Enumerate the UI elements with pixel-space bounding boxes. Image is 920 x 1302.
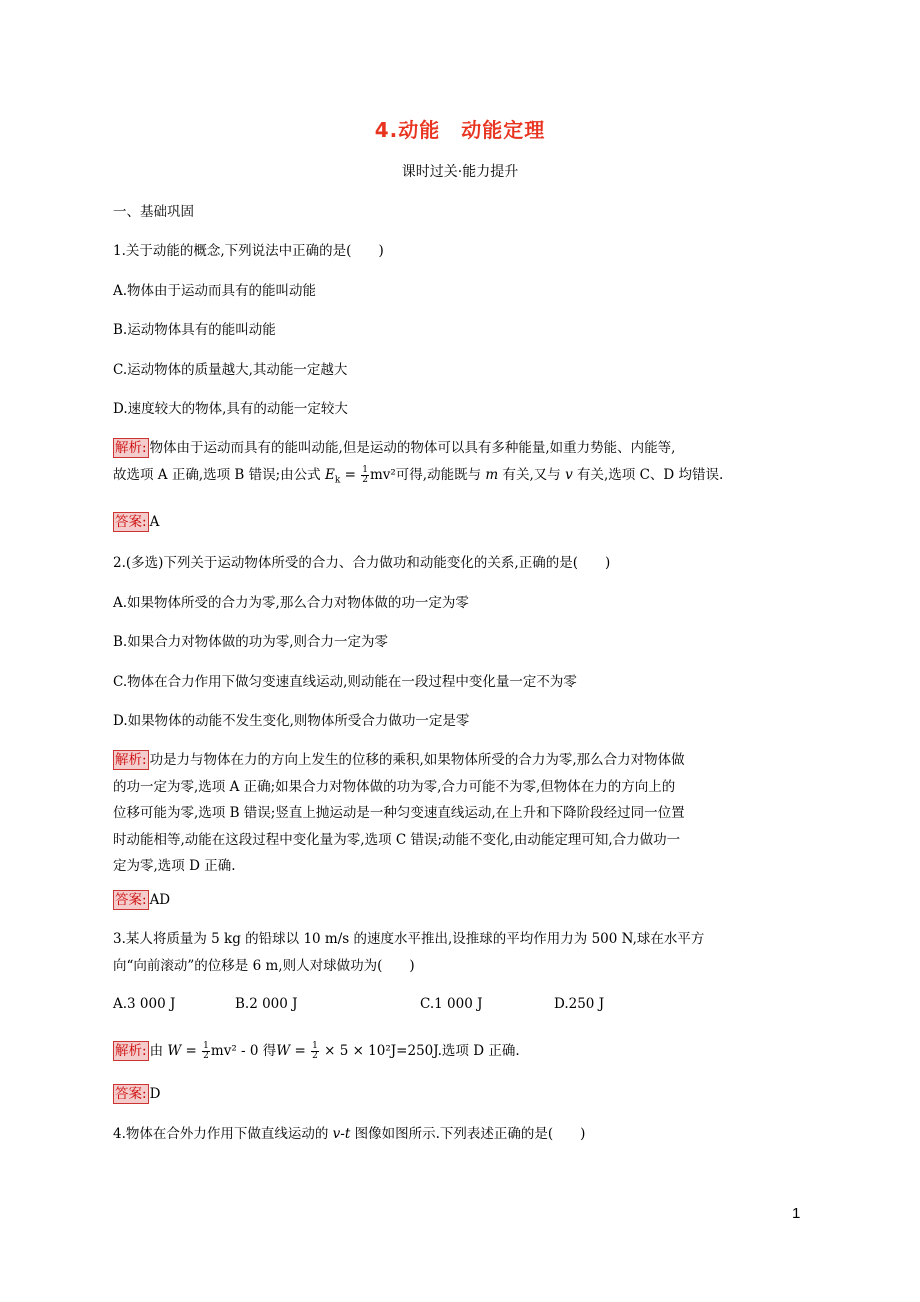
frac-den: 2 xyxy=(362,474,368,485)
frac-den: 2 xyxy=(203,1051,209,1061)
var-vt: v-t xyxy=(332,1126,351,1142)
q2-answer xyxy=(113,890,170,910)
q3-stem-line-2: 向“向前滚动”的位移是 6 m,则人对球做功为( ) xyxy=(113,957,415,974)
q2-analysis xyxy=(113,747,813,880)
q3-stem xyxy=(113,926,813,979)
fraction-half xyxy=(361,466,369,485)
q3-analysis-c: × 5 × 10²J=250J.选项 D 正确. xyxy=(319,1043,520,1059)
q2-option-a: A.如果物体所受的合力为零,那么合力对物体做的功一定为零 xyxy=(113,595,469,611)
frac-num: 1 xyxy=(203,1041,209,1051)
q3-option-d: D.250 J xyxy=(554,996,605,1012)
frac-num: 1 xyxy=(362,464,368,475)
answer-label: 答案: xyxy=(115,514,147,530)
q1-stem: 1.关于动能的概念,下列说法中正确的是( ) xyxy=(113,243,384,259)
page-title: 4.动能 动能定理 xyxy=(374,118,546,142)
q2-stem: 2.(多选)下列关于运动物体所受的合力、合力做功和动能变化的关系,正确的是( ) xyxy=(113,555,611,571)
q1-answer-value: A xyxy=(149,514,160,530)
equals-sign: = xyxy=(290,1043,311,1059)
q4-stem-a: 4.物体在合外力作用下做直线运动的 xyxy=(113,1126,333,1142)
q3-stem-line-1: 3.某人将质量为 5 kg 的铅球以 10 m/s 的速度水平推出,设推球的平均作用力为 500 N,球在水平方 xyxy=(113,931,705,947)
q1-option-c: C.运动物体的质量越大,其动能一定越大 xyxy=(113,362,348,378)
q1-analysis-text-2a: 故选项 A 正确,选项 B 错误;由公式 xyxy=(113,466,325,483)
frac-num: 1 xyxy=(312,1041,318,1051)
q2-option-b: B.如果合力对物体做的功为零,则合力一定为零 xyxy=(113,634,389,650)
equals-sign: = xyxy=(181,1043,202,1059)
q2-option-d: D.如果物体的动能不发生变化,则物体所受合力做功一定是零 xyxy=(113,713,470,729)
frac-den: 2 xyxy=(312,1051,318,1061)
mv-squared: mv² xyxy=(369,466,396,483)
analysis-label: 解析: xyxy=(115,440,147,456)
analysis-label: 解析: xyxy=(115,752,147,768)
q3-option-c: C.1 000 J xyxy=(420,996,483,1012)
q2-analysis-text-4: 时动能相等,动能在这段过程中变化量为零,选项 C 错误;动能不变化,由动能定理可知,合力做功一 xyxy=(113,831,681,848)
q3-analysis xyxy=(113,1038,520,1064)
q1-analysis xyxy=(113,435,813,494)
q1-option-d: D.速度较大的物体,具有的动能一定较大 xyxy=(113,401,348,417)
q4-stem-b: 图像如图所示.下列表述正确的是( ) xyxy=(350,1126,586,1142)
q3-answer-value: D xyxy=(149,1086,161,1102)
answer-label: 答案: xyxy=(115,892,147,908)
section-heading: 一、基础巩固 xyxy=(113,204,194,220)
q1-analysis-text-2b: 可得,动能既与 xyxy=(395,466,486,483)
analysis-label: 解析: xyxy=(115,1043,147,1059)
equals-sign: = xyxy=(340,466,361,483)
page-number: 1 xyxy=(792,1205,801,1222)
q3-option-b: B.2 000 J xyxy=(235,996,298,1012)
q3-analysis-b: - 0 得 xyxy=(236,1043,277,1059)
q4-stem xyxy=(113,1124,585,1144)
q2-analysis-text-1: 功是力与物体在力的方向上发生的位移的乘积,如果物体所受的合力为零,那么合力对物体做 xyxy=(149,752,685,768)
var-v: v xyxy=(565,466,573,483)
fraction-half xyxy=(202,1042,210,1061)
q3-analysis-a: 由 xyxy=(149,1043,168,1059)
page-subtitle: 课时过关·能力提升 xyxy=(401,164,519,180)
fraction-half xyxy=(311,1042,319,1061)
var-m: m xyxy=(485,466,499,483)
q2-answer-value: AD xyxy=(149,892,171,908)
q3-option-a: A.3 000 J xyxy=(113,996,176,1012)
q2-analysis-text-5: 定为零,选项 D 正确. xyxy=(113,858,236,874)
q1-analysis-text-2d: 有关,选项 C、D 均错误. xyxy=(572,466,724,483)
mv-squared: mv² xyxy=(210,1043,237,1059)
sub-k: k xyxy=(334,475,341,486)
q1-answer xyxy=(113,512,159,532)
var-e: E xyxy=(324,466,335,483)
var-w: W xyxy=(167,1043,182,1059)
var-w: W xyxy=(276,1043,291,1059)
q2-analysis-text-3: 位移可能为零,选项 B 错误;竖直上抛运动是一种匀变速直线运动,在上升和下降阶段经过同一位置 xyxy=(113,805,685,821)
q1-analysis-text-2c: 有关,又与 xyxy=(498,466,566,483)
q1-option-a: A.物体由于运动而具有的能叫动能 xyxy=(113,283,317,299)
q1-analysis-text-1: 物体由于运动而具有的能叫动能,但是运动的物体可以具有多种能量,如重力势能、内能等, xyxy=(149,440,676,456)
q2-analysis-text-2: 的功一定为零,选项 A 正确;如果合力对物体做的功为零,合力可能不为零,但物体在力的方向上的 xyxy=(113,778,676,795)
answer-label: 答案: xyxy=(115,1086,147,1102)
q2-option-c: C.物体在合力作用下做匀变速直线运动,则动能在一段过程中变化量一定不为零 xyxy=(113,674,577,690)
q1-option-b: B.运动物体具有的能叫动能 xyxy=(113,322,276,338)
q3-answer xyxy=(113,1084,160,1104)
